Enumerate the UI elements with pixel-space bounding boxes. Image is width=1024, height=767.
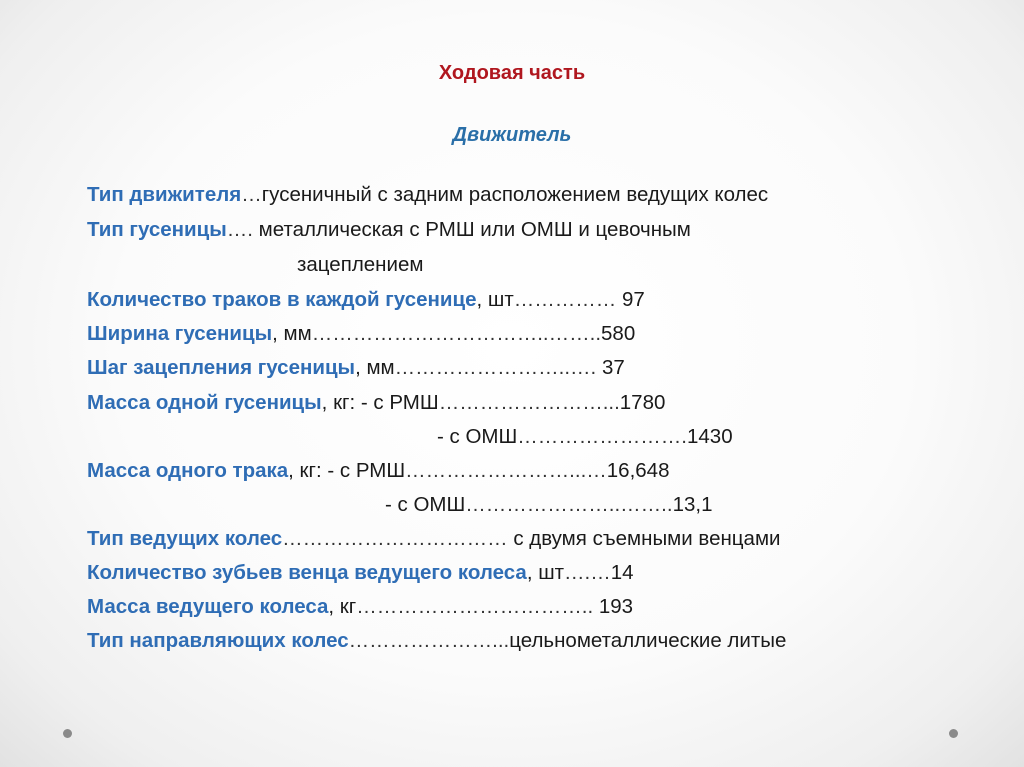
spec-row-track-type-cont: зацеплением	[297, 253, 424, 276]
spec-row-drive-type: Тип движителя…гусеничный с задним расположением ведущих колес	[87, 183, 769, 206]
spec-row-sprocket-teeth: Количество зубьев венца ведущего колеса, шт….…14	[87, 561, 634, 584]
spec-row-link-mass-rmsh: Масса одного трака, кг: - с РМШ……………………...…16,648	[87, 459, 670, 482]
decor-dot-left	[63, 729, 72, 738]
spec-row-track-pitch: Шаг зацепления гусеницы, мм……………………..…. 37	[87, 356, 625, 379]
spec-row-drive-wheel-type: Тип ведущих колес…………………………… с двумя съемными венцами	[87, 527, 781, 550]
spec-row-drive-wheel-mass: Масса ведущего колеса, кг…………………………….. 193	[87, 595, 634, 618]
decor-dot-right	[949, 729, 958, 738]
slide-subtitle: Движитель	[452, 124, 572, 146]
spec-row-track-mass-omsh: - с ОМШ…………………….1430	[437, 425, 733, 448]
spec-row-link-count: Количество траков в каждой гусенице, шт…………… 97	[87, 288, 645, 311]
spec-row-link-mass-omsh: - с ОМШ…………………..……..13,1	[385, 493, 713, 516]
spec-row-track-type: Тип гусеницы…. металлическая с РМШ или ОМШ и цевочным	[87, 218, 691, 241]
slide-title: Ходовая часть	[438, 62, 586, 84]
spec-row-idler-type: Тип направляющих колес…………………...цельнометаллические литые	[87, 629, 787, 652]
spec-row-track-mass-rmsh: Масса одной гусеницы, кг: - с РМШ……………………...1780	[87, 391, 666, 414]
spec-row-track-width: Ширина гусеницы, мм……………………………..……..580	[87, 322, 636, 345]
